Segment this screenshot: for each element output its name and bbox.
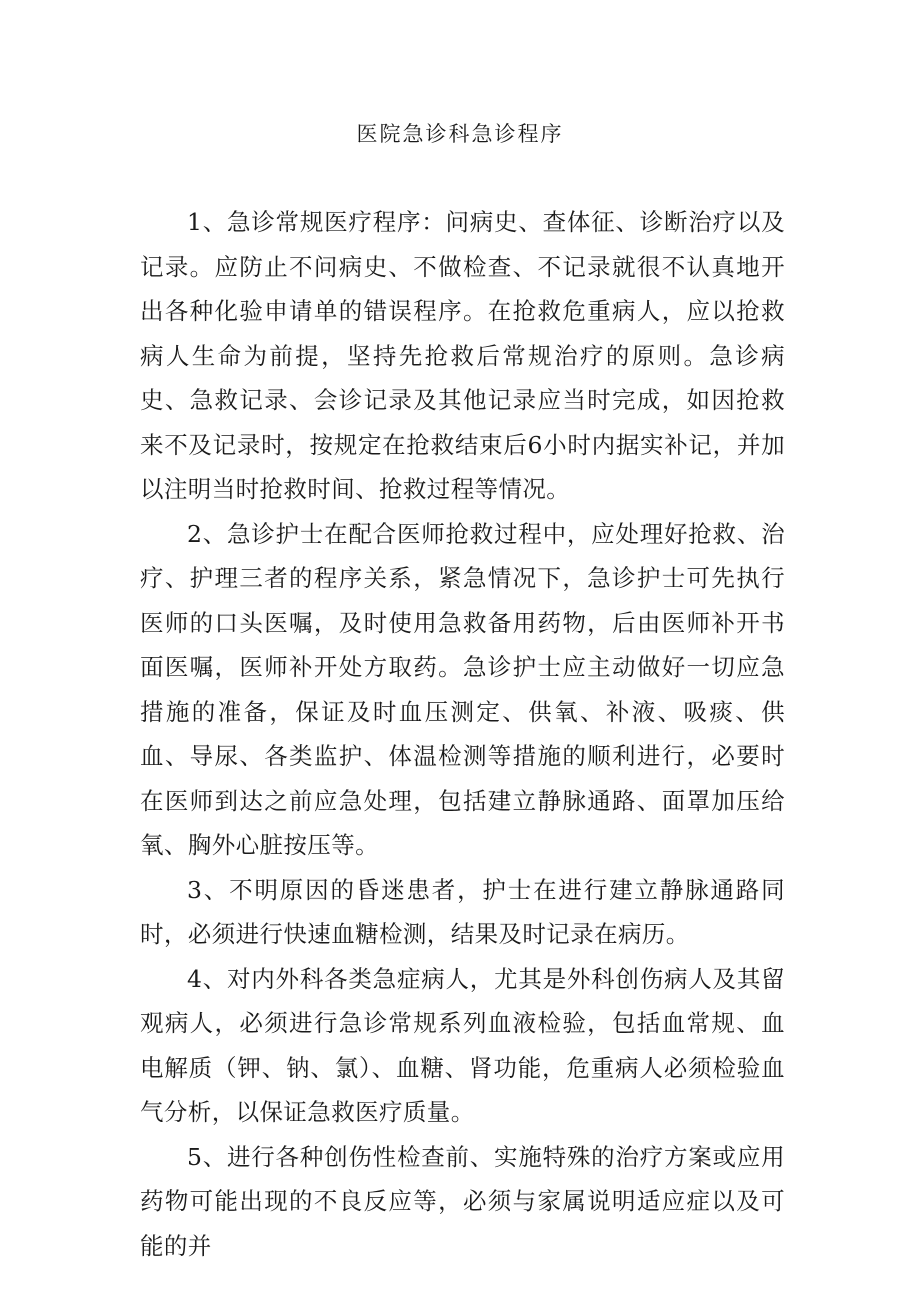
paragraph-1: 1、急诊常规医疗程序：问病史、查体征、诊断治疗以及记录。应防止不问病史、不做检查、不记录就很不认真地开出各种化验申请单的错误程序。在抢救危重病人，应以抢救病人生命为前提，坚持先抢救后常规治疗的原则。急诊病史、急救记录、会诊记录及其他记录应当时完成，如因抢救来不及记录时，按规定在抢救结束后6小时内据实补记，并加以注明当时抢救时间、抢救过程等情况。 [140, 208, 785, 503]
paragraph-4: 4、对内外科各类急症病人，尤其是外科创伤病人及其留观病人，必须进行急诊常规系列血液检验，包括血常规、血电解质（钾、钠、氯）、血糖、肾功能，危重病人必须检验血气分析，以保证急救医疗质量。 [140, 964, 785, 1126]
paragraph-2: 2、急诊护士在配合医师抢救过程中，应处理好抢救、治疗、护理三者的程序关系，紧急情况下，急诊护士可先执行医师的口头医嘱，及时使用急救备用药物，后由医师补开书面医嘱，医师补开处方取药。急诊护士应主动做好一切应急措施的准备，保证及时血压测定、供氧、补液、吸痰、供血、导尿、各类监护、体温检测等措施的顺利进行，必要时在医师到达之前应急处理，包括建立静脉通路、面罩加压给氧、胸外心脏按压等。 [140, 519, 785, 859]
paragraph-3: 3、不明原因的昏迷患者，护士在进行建立静脉通路同时，必须进行快速血糖检测，结果及时记录在病历。 [140, 875, 785, 948]
document-body [140, 200, 785, 1268]
paragraph-5: 5、进行各种创伤性检查前、实施特殊的治疗方案或应用药物可能出现的不良反应等，必须与家属说明适应症以及可能的并 [140, 1142, 785, 1260]
document-title: 医院急诊科急诊程序 [356, 122, 564, 146]
